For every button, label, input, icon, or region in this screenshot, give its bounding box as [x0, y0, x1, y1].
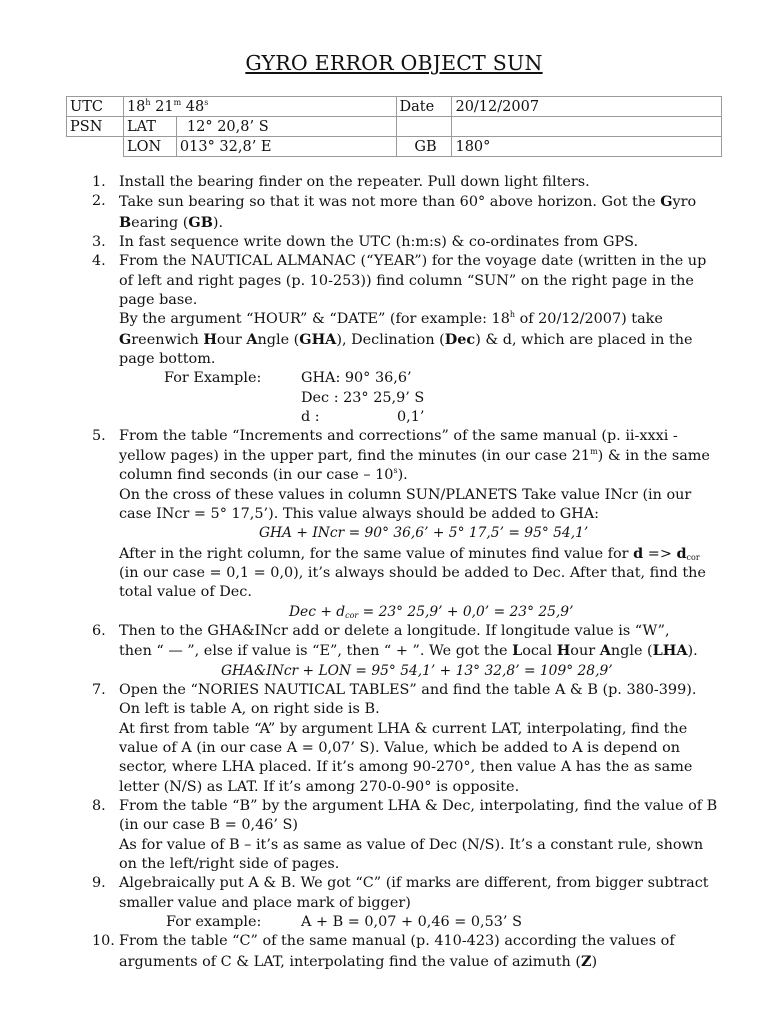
list-item: 2. Take sun bearing so that it was not more than 60° above horizon. Got the Gyro Bearing (GB). — [92, 193, 697, 231]
gb-label: GB — [396, 137, 452, 157]
example-gha: For Example: GHA: 90° 36,6’ — [164, 370, 412, 387]
lon-value: 013° 32,8’ E — [176, 137, 396, 157]
utc-value: 18$^h$ 21$^m$ 48$^s$ — [123, 97, 396, 117]
table-row-lon — [67, 137, 722, 157]
lat-label: LAT — [123, 117, 176, 137]
list-item: 8. From the table “B” by the argument LHA & Dec, interpolating, find the value of B (in our case B = 0,46’ S) As for value of B – it’s as same as value of Dec (N/S). It’s a constant rule, shown on the left/right side of pages. — [92, 798, 718, 873]
page-title: GYRO ERROR OBJECT SUN — [245, 51, 543, 75]
list-item: 3. In fast sequence write down the UTC (h:m:s) & co-ordinates from GPS. — [92, 234, 639, 251]
list-item: 5. From the table “Increments and corrections” of the same manual (p. ii-xxxi -yellow pages) in the upper part, find the minutes (in our case 21$^m$) & in the same column find seconds (in our case – 10$^s$). On the cross of these values in column SUN/PLANETS Take value INcr (in our case INcr = 5° 17,5’). This value always should be added to GHA: GHA + INcr = 90° 36,6’ + 5° 17,5’ = 95° 54,1’ After in the right column, for the same value of minutes find value for $d => d_{cor}$ (in our case = 0,1 = 0,0), it’s always should be added to Dec. After that, find the total value of Dec. Dec + $d_{cor} = 23^\circ$ 25,9’ + 0,0’ = 23° 25,9’ — [92, 427, 720, 621]
list-item: 7. Open the “NORIES NAUTICAL TABLES” and find the table A & B (p. 380-399). On left is table A, on right side is B. At first from table “A” by argument LHA & current LAT, interpolating, find the value of A (in our case A = 0,07’ S). Value, which be added to A is depend on sector, where LHA placed. If it’s among 90-270°, then value A has the as same letter (N/S) as LAT. If it’s among 270-0-90° is opposite. — [92, 681, 697, 795]
example-c: For example: A + B = 0,07 + 0,46 = 0,53’ S — [166, 914, 522, 931]
date-value: 20/12/2007 — [452, 97, 722, 117]
date-label: Date — [396, 97, 452, 117]
utc-label: UTC — [67, 97, 124, 117]
formula-dec: Dec + $d_{cor} = 23^\circ$ 25,9’ + 0,0’ = 23° 25,9’ — [289, 603, 574, 620]
list-item: 6. Then to the GHA&INcr add or delete a longitude. If longitude value is “W”, then “ — ”, else if value is “E”, then “ + ”. We got the Local Hour Angle (LHA). GHA&INcr + LON = 95° 54,1’ + 13° 32,8’ = 109° 28,9’ — [92, 622, 720, 681]
formula-lha: GHA&INcr + LON = 95° 54,1’ + 13° 32,8’ = 109° 28,9’ — [221, 662, 613, 679]
formula-gha-incr: GHA + INcr = 90° 36,6’ + 5° 17,5’ = 95° 54,1’ — [259, 525, 589, 542]
list-item: 1. Install the bearing finder on the repeater. Pull down light filters. — [92, 174, 590, 190]
list-item: 10. From the table “C” of the same manual (p. 410-423) according the values of arguments of C & LAT, interpolating find the value of azimuth (Z) — [92, 933, 675, 970]
lat-value: 12° 20,8’ S — [176, 117, 396, 137]
psn-label: PSN — [67, 117, 124, 137]
gb-value: 180° — [452, 137, 722, 157]
list-item: 4. From the NAUTICAL ALMANAC (“YEAR”) for the voyage date (written in the up of left and right pages (p. 10-253)) find column “SUN” on the right page in the page base. By the argument “HOUR” & “DATE” (for example: 18$^h$ of 20/12/2007) take Greenwich Hour Angle (GHA), Declination (Dec) & d, which are placed in the page bottom. For Example: GHA: 90° 36,6’ Dec : 23° 25,9’ S d : 0,1’ — [92, 252, 720, 427]
lon-label: LON — [123, 137, 176, 157]
procedure-list — [92, 173, 720, 972]
example-d: d : 0,1’ — [301, 409, 425, 426]
table-row-lat — [67, 117, 722, 137]
header-table — [66, 96, 722, 157]
table-row-utc — [67, 97, 722, 117]
example-dec: Dec : 23° 25,9’ S — [301, 389, 425, 406]
list-item: 9. Algebraically put A & B. We got “C” (if marks are different, from bigger subtract smaller value and place mark of bigger) For example: A + B = 0,07 + 0,46 = 0,53’ S — [92, 874, 720, 932]
